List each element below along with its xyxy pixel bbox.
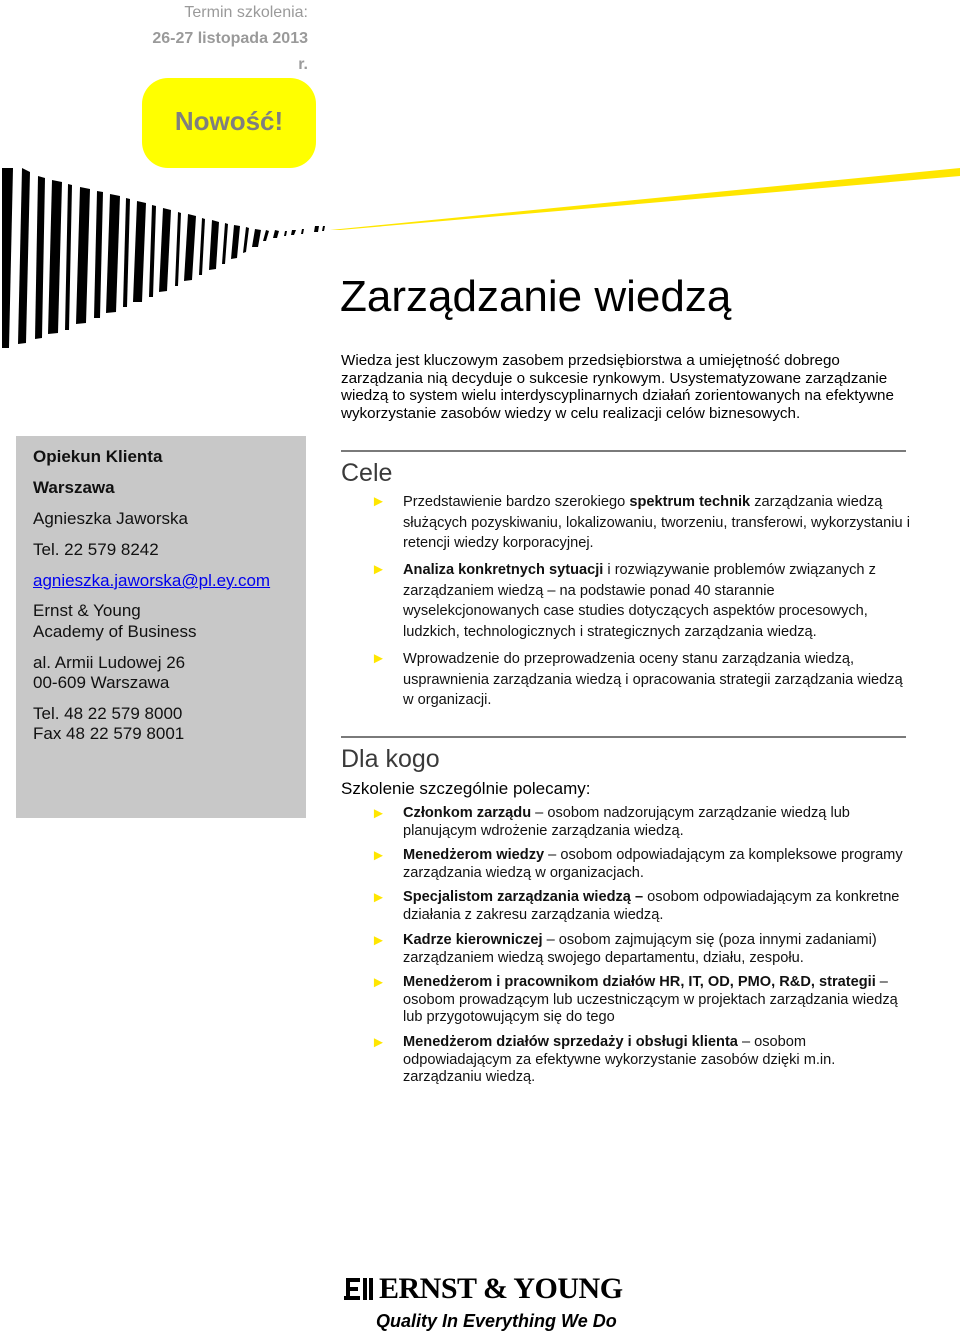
ernst-young-logo (344, 1272, 623, 1333)
contact-sidebar (16, 436, 306, 818)
bullet-arrow-icon: ► (371, 493, 386, 510)
audience-text-bold: Menedżerom i pracownikom działów HR, IT, OD, PMO, R&D, strategii (403, 974, 876, 990)
goal-text: i rozwiązywanie problemów związanych z zarządzaniem wiedzą – na podstawie ponad 40 starannie wyselekcjonowanych case studies dotyczących aspektów procesowych, ludzkich, technologicznych i strategicznych zarządzania wiedzą. (403, 562, 876, 640)
goal-text: Przedstawienie bardzo szerokiego (403, 494, 630, 510)
audience-text: – osobom prowadzącym lub uczestniczącym w projektach zarządzania wiedzą lub przygotowującym się do tego (403, 974, 898, 1025)
yellow-beam (330, 168, 960, 230)
company-division: Academy of Business (33, 622, 197, 641)
goal-text: Wprowadzenie do przeprowadzenia oceny stanu zarządzania wiedzą, usprawnienia zarządzania wiedzą i opracowania strategii zarządzania wiedzą w organizacji. (403, 651, 903, 708)
barcode-beam-graphic (0, 168, 960, 353)
new-badge (142, 78, 316, 168)
bullet-arrow-icon: ► (371, 561, 386, 578)
audience-heading: Dla kogo (341, 745, 440, 773)
section-divider (341, 450, 906, 452)
audience-text-bold: Specjalistom zarządzania wiedzą – (403, 889, 644, 905)
goal-text-bold: Analiza konkretnych sytuacji (403, 562, 604, 578)
term-label: Termin szkolenia: (184, 4, 308, 21)
intro-line: wiedzą to system wielu interdyscyplinarnych działań zorientowanych na efektywne (341, 387, 894, 404)
bullet-arrow-icon: ► (371, 889, 386, 906)
office-tel: Tel. 48 22 579 8000 (33, 704, 183, 723)
audience-text-bold: Menedżerom działów sprzedaży i obsługi klienta (403, 1034, 738, 1050)
bullet-arrow-icon: ► (371, 650, 386, 667)
page-title: Zarządzanie wiedzą (340, 272, 732, 321)
company-name: Ernst & Young (33, 601, 141, 620)
term-date: 26-27 listopada 2013 r. (152, 30, 308, 73)
new-badge-label: Nowość! (174, 106, 284, 136)
intro-line: wykorzystanie zasobów wiedzy w celu realizacji celów biznesowych. (341, 404, 801, 422)
bullet-arrow-icon: ► (371, 1034, 386, 1051)
audience-text: – osobom nadzorującym zarządzanie wiedzą lub planującym wdrożenie zarządzania wiedzą. (403, 805, 850, 839)
ey-logo-mark-icon (344, 1276, 374, 1304)
bullet-arrow-icon: ► (371, 932, 386, 949)
intro-line: zarządzania nią decyduje o sukcesie rynkowym. Usystematyzowane zarządzanie (341, 369, 888, 387)
address-city: 00-609 Warszawa (33, 673, 170, 692)
sidebar-heading: Opiekun Klienta (33, 447, 163, 466)
intro-line: Wiedza jest kluczowym zasobem przedsiębiorstwa a umiejętność dobrego (341, 352, 840, 369)
goals-heading: Cele (341, 459, 393, 487)
section-divider (341, 736, 906, 738)
address-street: al. Armii Ludowej 26 (33, 653, 186, 672)
bullet-arrow-icon: ► (371, 847, 386, 864)
audience-text-bold: Kadrze kierowniczej (403, 932, 543, 948)
audience-text: osobom odpowiadającym za konkretne działania z zakresu zarządzania wiedzą. (403, 889, 900, 923)
goal-text-bold: spektrum technik (629, 494, 751, 510)
intro-paragraph (341, 352, 916, 422)
audience-text: – osobom zajmującym się (poza innymi zadaniami) zarządzaniem wiedzą swojego departamentu, działu, zespołu. (403, 932, 877, 966)
contact-email-link[interactable]: agnieszka.jaworska@pl.ey.com (33, 571, 271, 590)
bullet-arrow-icon: ► (371, 974, 386, 991)
sidebar-city: Warszawa (33, 478, 115, 497)
bullet-arrow-icon: ► (371, 805, 386, 822)
audience-text-bold: Członkom zarządu (403, 805, 532, 821)
office-fax: Fax 48 22 579 8001 (33, 724, 185, 743)
audience-text-bold: Menedżerom wiedzy (403, 847, 545, 863)
logo-tagline: Quality In Everything We Do (376, 1311, 617, 1331)
audience-text: – osobom odpowiadającym za kompleksowe programy zarządzania wiedzą w organizacjach. (403, 847, 903, 881)
audience-intro: Szkolenie szczególnie polecamy: (341, 779, 591, 798)
contact-phone: Tel. 22 579 8242 (33, 540, 159, 559)
audience-text: – osobom odpowiadającym za efektywne wykorzystanie zasobów dzięki m.in. zarządzaniu wiedzą. (403, 1034, 836, 1085)
contact-name: Agnieszka Jaworska (33, 509, 188, 528)
goal-text: zarządzania wiedzą służących pozyskiwaniu, lokalizowaniu, tworzeniu, transferowi, wykorzystaniu i retencji wiedzy korporacyjnej. (403, 494, 910, 551)
logo-wordmark: ERNST & YOUNG (379, 1272, 623, 1305)
barcode-stripes (2, 168, 325, 348)
